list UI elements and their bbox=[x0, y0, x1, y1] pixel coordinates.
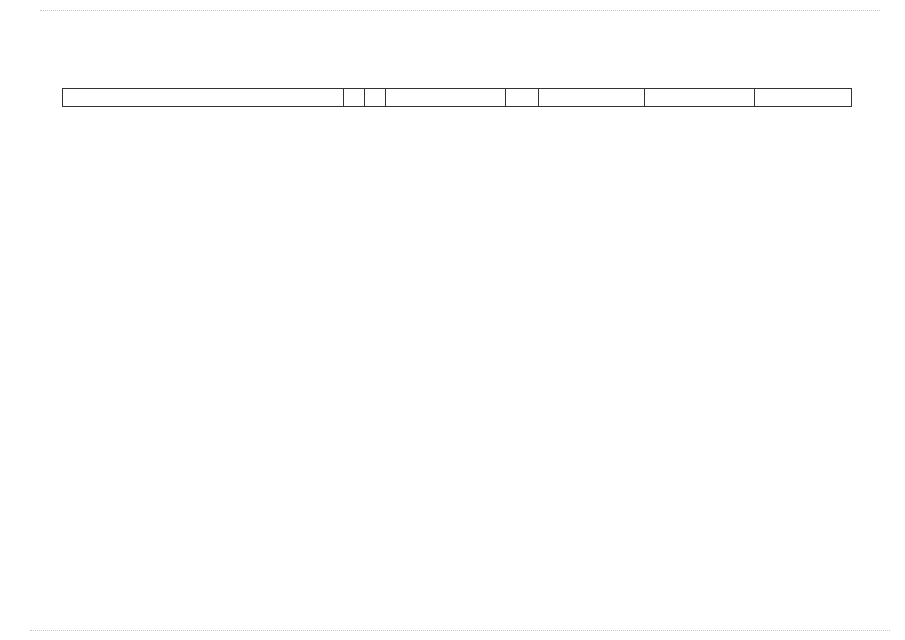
header-col-1 bbox=[63, 89, 344, 106]
header-col-5 bbox=[506, 89, 539, 106]
scan-artifact-bottom bbox=[30, 630, 890, 633]
header-col-7 bbox=[645, 89, 755, 106]
header-col-8 bbox=[755, 89, 851, 106]
header-col-3 bbox=[365, 89, 386, 106]
header-col-4 bbox=[386, 89, 506, 106]
header-col-6 bbox=[539, 89, 645, 106]
table-header bbox=[62, 88, 852, 107]
scan-artifact-top bbox=[40, 10, 880, 13]
header-col-2 bbox=[344, 89, 365, 106]
